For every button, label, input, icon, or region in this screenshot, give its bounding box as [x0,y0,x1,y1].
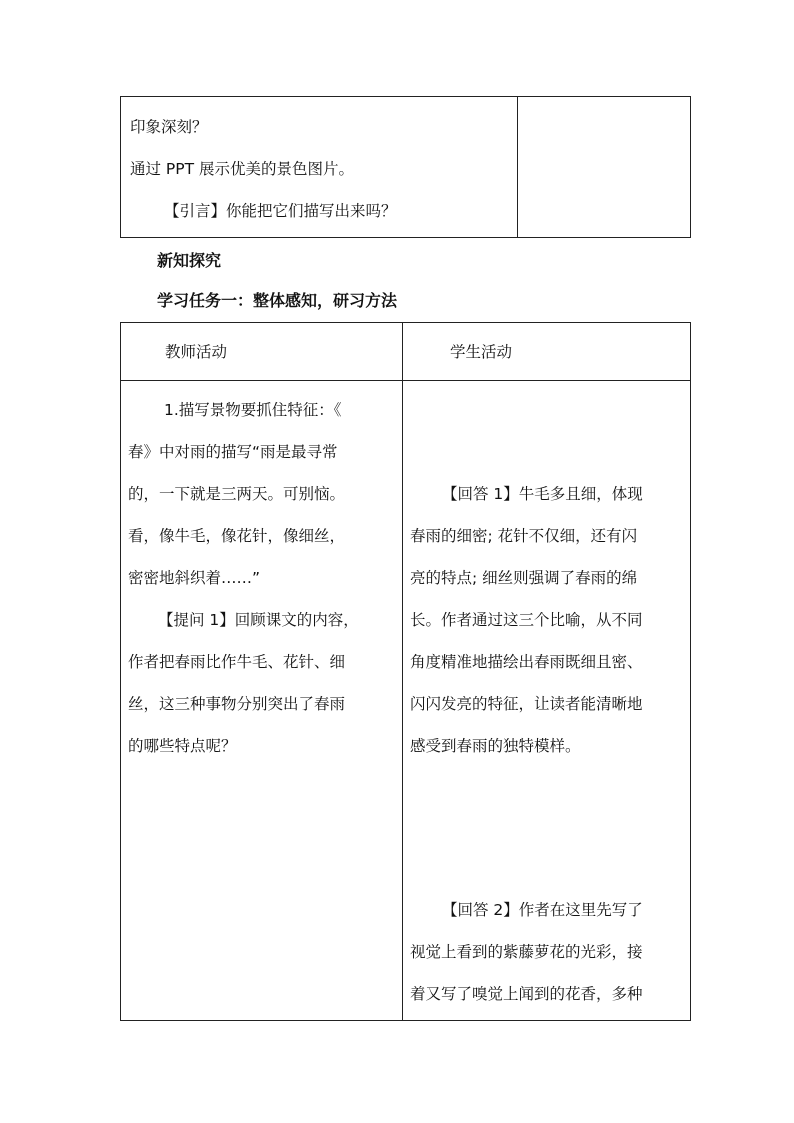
student-answer-1-line: 亮的特点; 细丝则强调了春雨的绵 [410,569,638,587]
student-activity-header: 学生活动 [450,343,513,361]
teacher-line: 1.描写景物要抓住特征：《 [164,401,342,419]
student-answer-1-line: 长。作者通过这三个比喻，从不同 [410,611,643,629]
activity-table-divider [402,322,403,1021]
teacher-line: 看，像牛毛，像花针，像细丝， [128,527,346,545]
top-table-divider [517,96,518,238]
teacher-line: 的哪些特点呢？ [128,737,237,755]
teacher-line: 【提问 1】回顾课文的内容， [158,611,359,629]
activity-table-header-rule [120,380,691,381]
task-title: 学习任务一：整体感知，研习方法 [157,291,398,310]
teacher-line: 春》中对雨的描写“雨是最寻常 [128,443,338,461]
student-answer-1-line: 春雨的细密; 花针不仅细，还有闪 [410,527,638,545]
student-answer-2-line: 着又写了嗅觉上闻到的花香，多种 [410,985,643,1003]
student-answer-1-line: 【回答 1】牛毛多且细，体现 [442,485,643,503]
teacher-line: 的，一下就是三两天。可别恼。 [128,485,346,503]
teacher-line: 作者把春雨比作牛毛、花针、细 [128,653,346,671]
student-answer-2-line: 视觉上看到的紫藤萝花的光彩，接 [410,943,643,961]
student-answer-2-line: 【回答 2】作者在这里先写了 [442,901,643,919]
top-table-line-2: 通过 PPT 展示优美的景色图片。 [130,160,355,178]
teacher-line: 丝，这三种事物分别突出了春雨 [128,695,346,713]
teacher-line: 密密地斜织着……” [128,569,261,587]
top-table-line-1: 印象深刻？ [130,118,208,136]
teacher-activity-header: 教师活动 [165,343,228,361]
student-answer-1-line: 闪闪发亮的特征，让读者能清晰地 [410,695,643,713]
student-answer-1-line: 角度精准地描绘出春雨既细且密、 [410,653,643,671]
student-answer-1-line: 感受到春雨的独特模样。 [410,737,581,755]
section-title: 新知探究 [157,251,222,270]
top-table-line-3: 【引言】你能把它们描写出来吗？ [164,202,397,220]
